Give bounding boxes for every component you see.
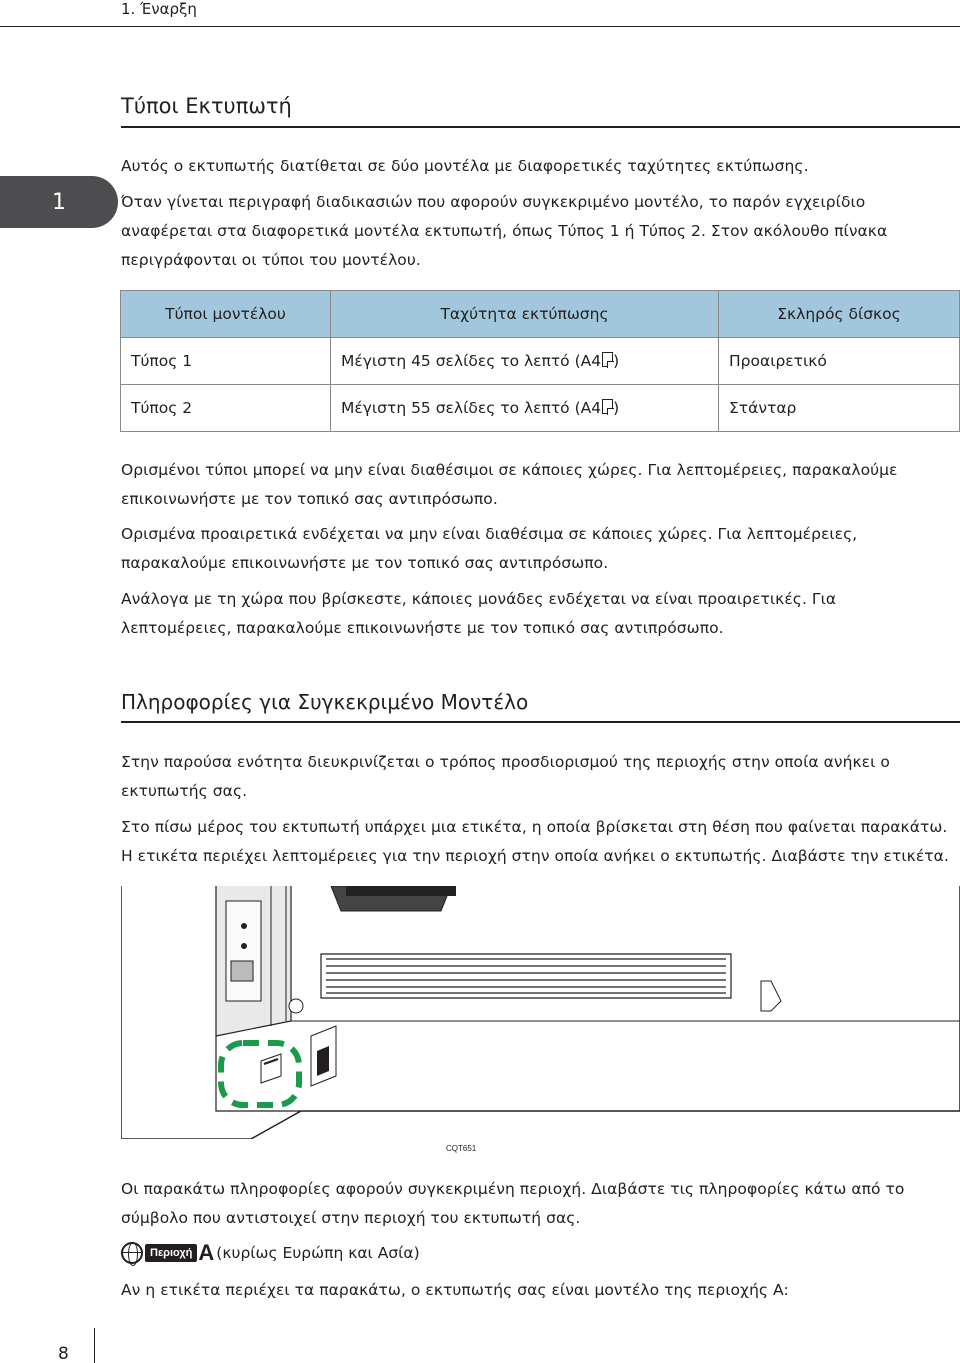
region-badge-label: Περιοχή	[145, 1244, 197, 1262]
section-title-rule	[121, 126, 960, 128]
paper-portrait-icon	[602, 399, 613, 414]
region-badge-letter: A	[198, 1240, 215, 1265]
table-header-disk: Σκληρός δίσκος	[719, 291, 960, 338]
table-cell-model: Τύπος 1	[121, 338, 331, 385]
speed-close: )	[613, 352, 620, 370]
running-header: 1. Έναρξη	[121, 0, 197, 18]
table-row	[121, 338, 960, 385]
region-badge	[121, 1242, 214, 1264]
section-title-specific-model: Πληροφορίες για Συγκεκριμένο Μοντέλο	[121, 690, 529, 714]
section2-paragraph-2: Στο πίσω μέρος του εκτυπωτή υπάρχει μια ετικέτα, η οποία βρίσκεται στη θέση που φαίνεται παρακάτω. Η ετικέτα περιέχει λεπτομέρειες για την περιοχή στην οποία ανήκει ο εκτυπωτής. Διαβάστε την ετικέτα.	[121, 818, 949, 865]
section2-paragraph-1: Στην παρούσα ενότητα διευκρινίζεται ο τρόπος προσδιορισμού της περιοχής στην οποία ανήκει ο εκτυπωτής σας.	[121, 753, 890, 800]
header-rule	[0, 26, 960, 27]
footer-rule	[94, 1328, 95, 1363]
table-cell-speed	[331, 338, 719, 385]
table-cell-disk: Προαιρετικό	[719, 338, 960, 385]
printer-rear-illustration	[121, 886, 960, 1139]
note-paragraph-3: Ανάλογα με τη χώρα που βρίσκεστε, κάποιες μονάδες ενδέχεται να είναι προαιρετικές. Για λεπτομέρειες, παρακαλούμε επικοινωνήστε με τον τοπικό σας αντιπρόσωπο.	[121, 590, 837, 637]
speed-text: Μέγιστη 55 σελίδες το λεπτό (A4	[341, 399, 602, 417]
table-cell-model: Τύπος 2	[121, 385, 331, 432]
page-number: 8	[58, 1344, 69, 1363]
section-title-rule	[121, 721, 960, 723]
intro-paragraph-2: Όταν γίνεται περιγραφή διαδικασιών που αφορούν συγκεκριμένο μοντέλο, το παρόν εγχειρίδιο αναφέρεται στα διαφορετικά μοντέλα εκτυπωτή, όπως Τύπος 1 ή Τύπος 2. Στον ακόλουθο πίνακα περιγράφονται οι τύποι του μοντέλου.	[121, 193, 888, 269]
speed-close: )	[613, 399, 620, 417]
note-paragraph-1: Ορισμένοι τύποι μπορεί να μην είναι διαθέσιμοι σε κάποιες χώρες. Για λεπτομέρειες, παρακαλούμε επικοινωνήστε με τον τοπικό σας αντιπρόσωπο.	[121, 461, 898, 508]
figure-code: CQT651	[446, 1144, 477, 1153]
speed-text: Μέγιστη 45 σελίδες το λεπτό (A4	[341, 352, 602, 370]
region-line	[121, 1240, 420, 1266]
table-header-row	[121, 291, 960, 338]
table-row	[121, 385, 960, 432]
table-header-speed: Ταχύτητα εκτύπωσης	[331, 291, 719, 338]
section-title-printer-types: Τύποι Εκτυπωτή	[121, 94, 292, 118]
section2-paragraph-3: Οι παρακάτω πληροφορίες αφορούν συγκεκριμένη περιοχή. Διαβάστε τις πληροφορίες κάτω από το σύμβολο που αντιστοιχεί στην περιοχή του εκτυπωτή σας.	[121, 1180, 905, 1227]
chapter-number: 1	[52, 189, 66, 215]
note-paragraph-2: Ορισμένα προαιρετικά ενδέχεται να μην είναι διαθέσιμα σε κάποιες χώρες. Για λεπτομέρειες, παρακαλούμε επικοινωνήστε με τον τοπικό σας αντιπρόσωπο.	[121, 525, 858, 572]
globe-icon	[121, 1242, 143, 1264]
table-cell-speed	[331, 385, 719, 432]
intro-paragraph-1: Αυτός ο εκτυπωτής διατίθεται σε δύο μοντέλα με διαφορετικές ταχύτητες εκτύπωσης.	[121, 157, 809, 175]
paper-portrait-icon	[602, 352, 613, 367]
region-description: (κυρίως Ευρώπη και Ασία)	[216, 1244, 420, 1262]
table-cell-disk: Στάνταρ	[719, 385, 960, 432]
chapter-tab	[0, 176, 118, 228]
table-header-model: Τύποι μοντέλου	[121, 291, 331, 338]
section2-paragraph-4: Αν η ετικέτα περιέχει τα παρακάτω, ο εκτυπωτής σας είναι μοντέλο της περιοχής A:	[121, 1281, 789, 1299]
model-types-table	[120, 290, 960, 432]
